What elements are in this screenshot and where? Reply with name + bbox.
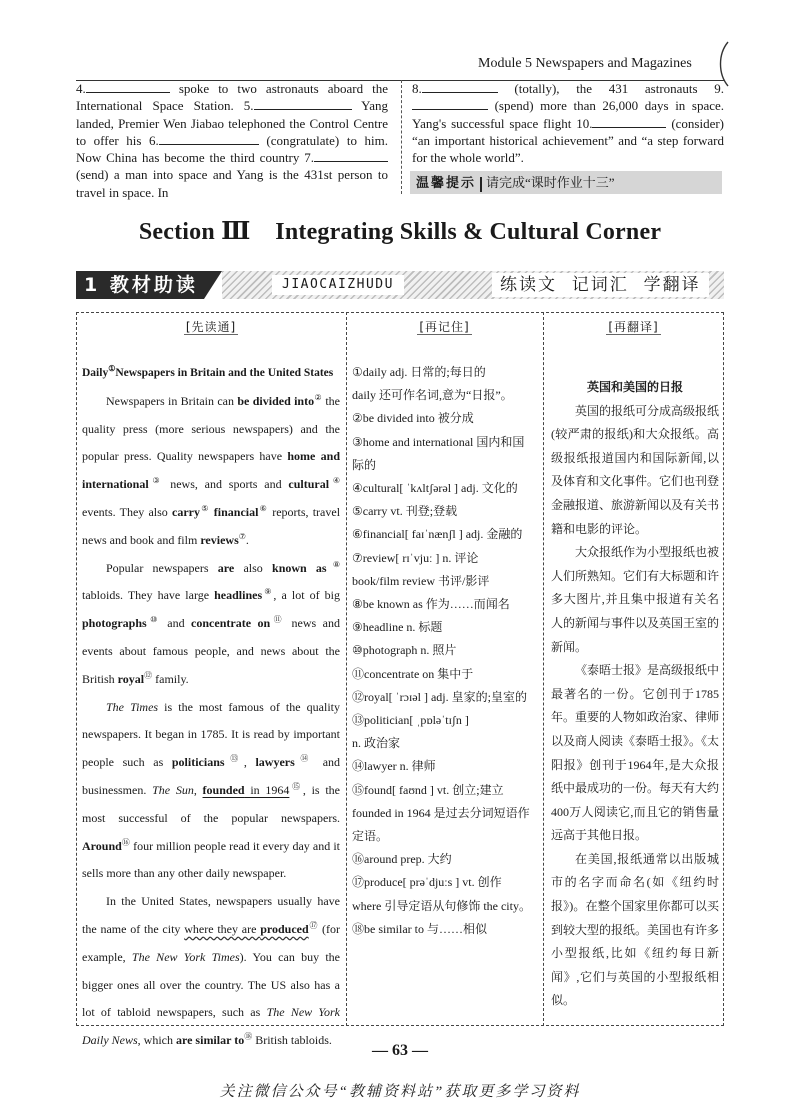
vocab-line: ⑮found[ faʊnd ] vt. 创立;建立 <box>352 782 504 797</box>
exercise-right-text: 8. (totally), the 431 astronauts 9. (spend) more than 26,000 days in space. Yang's successful space flight 10. (consider) “an important historical achievement” and “a step forward for the whole world”. <box>412 81 725 166</box>
answer-blank-10[interactable] <box>592 116 666 128</box>
vocab-line: book/film review 书评/影评 <box>352 573 490 588</box>
banner-label: 1 教材助读 <box>76 271 204 299</box>
vocab-line: ④cultural[ ˈkʌltʃərəl ] adj. 文化的 <box>352 481 518 496</box>
section-title: Section Ⅲ Integrating Skills & Cultural Corner <box>138 219 662 245</box>
module-header: Module 5 Newspapers and Magazines <box>478 56 692 71</box>
vocab-line: 际的 <box>352 457 377 472</box>
column-divider-1 <box>346 312 347 1026</box>
translation-paragraph-2: 大众报纸作为小型报纸也被人们所熟知。它们有大标题和许多大图片,并且集中报道有关名人的新闻与事件以及英国王室的新闻。 <box>551 545 720 654</box>
column-divider-2 <box>543 312 544 1026</box>
answer-blank-4[interactable] <box>86 81 170 93</box>
vocab-line: ⑨headline n. 标题 <box>352 620 443 635</box>
banner-pinyin: JIAOCAIZHUDU <box>272 275 404 295</box>
page-number: — 63 — <box>372 1042 428 1059</box>
vocab-line: 定语。 <box>352 829 389 844</box>
vocab-line: ⑧be known as 作为……而闻名 <box>352 597 510 612</box>
vocab-line: ⑫royal[ ˈrɔɪəl ] adj. 皇家的;皇室的 <box>352 689 527 704</box>
vocab-line: ⑥financial[ faɪˈnænʃl ] adj. 金融的 <box>352 527 523 542</box>
vocab-line: daily 还可作名词,意为“日报”。 <box>352 388 513 403</box>
passage-paragraph-2: Popular newspapers are also known as⑧ tabloids. They have large headlines⑨, a lot of big photographs⑩ and concentrate on⑪ news and events about famous people, and news about the British royal⑫ family. <box>82 559 341 686</box>
vocab-line: ②be divided into 被分成 <box>352 411 474 426</box>
translation-column <box>551 376 719 1013</box>
vocab-line: ⑯around prep. 大约 <box>352 852 452 867</box>
vocab-line: ⑤carry vt. 刊登;登载 <box>352 504 458 519</box>
translation-title: 英国和美国的日报 <box>586 380 683 394</box>
vocab-line: ⑱be similar to 与……相似 <box>352 921 487 936</box>
vocab-line: ⑬politician[ ˌpɒləˈtɪʃn ] <box>352 713 469 728</box>
vocab-line: ③home and international 国内和国 <box>352 434 525 449</box>
vocab-line: founded in 1964 是过去分词短语作 <box>352 805 530 820</box>
vocab-line: ⑪concentrate on 集中于 <box>352 666 474 681</box>
reminder-tip <box>410 171 722 194</box>
vocab-line: n. 政治家 <box>352 736 401 751</box>
vocab-line: where 引导定语从句修饰 the city。 <box>352 898 531 913</box>
tip-label: 温馨提示 <box>416 176 477 191</box>
passage-paragraph-1: Newspapers in Britain can be divided into② the quality press (more serious newspapers) and the popular press. Quality newspapers have home and international③ news, and sports and cultural④ events. They also carry⑤ financial⑥ reports, travel news and book and film reviews⑦. <box>82 392 341 547</box>
vocab-line: ⑩photograph n. 照片 <box>352 643 457 658</box>
answer-blank-8[interactable] <box>422 81 498 93</box>
translation-paragraph-1: 英国的报纸可分成高级报纸(较严肃的报纸)和大众报纸。高级报纸报道国内和国际新闻,以及体育和文化事件。它们也刊登金融报道、旅游新闻以及有关书籍和电影的评论。 <box>551 403 720 536</box>
footer-note: 关注微信公众号“教辅资料站”获取更多学习资料 <box>219 1084 581 1100</box>
answer-blank-9[interactable] <box>412 98 488 110</box>
vocab-line: ⑰produce[ prəˈdjuːs ] vt. 创作 <box>352 875 502 890</box>
exercise-divider <box>401 80 402 194</box>
passage-paragraph-4: In the United States, newspapers usually have the name of the city where they are produced⑰ (for example, The New York Times). You can buy the bigger ones all over the country. The US also has a lot of tabloid newspapers, such as The New York Daily News, which are similar to⑱ British tabloids. <box>82 894 341 1048</box>
banner-tagline: 练读文 记词汇 学翻译 <box>492 273 709 297</box>
translation-paragraph-3: 《泰晤士报》是高级报纸中最著名的一份。它创刊于1785年。重要的人物如政治家、律师以及商人阅读《泰晤士报》。《太阳报》创刊于1964年,是大众报纸中最成功的一份。每天有大约400万人阅读它,而且它的销售量远高于其他日报。 <box>551 663 720 843</box>
vocab-line: ⑭lawyer n. 律师 <box>352 759 436 774</box>
section-banner <box>76 271 724 299</box>
tip-text: 请完成“课时作业十三” <box>486 175 615 190</box>
answer-blank-6[interactable] <box>159 133 259 145</box>
column-head-translate: [再翻译] <box>608 320 659 334</box>
exercise-left-text: 4. spoke to two astronauts aboard the International Space Station. 5. Yang landed, Premier Wen Jiabao telephoned the Control Centre to offer his 6. (congratulate) to him. Now China has become the third country 7. (send) a man into space and Yang is the 431st person to travel in space. In <box>76 81 389 200</box>
tip-divider <box>480 177 482 192</box>
answer-blank-7[interactable] <box>314 150 388 162</box>
vocab-list <box>352 361 538 941</box>
answer-blank-5[interactable] <box>254 98 352 110</box>
vocab-line: ①daily adj. 日常的;每日的 <box>352 365 486 379</box>
column-head-read: [先读通] <box>185 320 237 334</box>
passage-title: Daily①Newspapers in Britain and the United States <box>82 364 334 379</box>
translation-paragraph-4: 在美国,报纸通常以出版城市的名字而命名(如《纽约时报》)。在整个国家里你都可以买到较大型的报纸。美国也有许多小型报纸,比如《纽约每日新闻》,它们与英国的小型报纸相似。 <box>551 851 720 1008</box>
reading-passage <box>82 360 340 1055</box>
passage-paragraph-3: The Times is the most famous of the quality newspapers. It began in 1785. It is read by important people such as politicians⑬, lawyers⑭ and businessmen. The Sun, founded in 1964⑮, is the most successful of the popular newspapers. Around⑯ four million people read it every day and it sells more than any other daily newspaper. <box>82 699 341 881</box>
column-head-vocab: [再记住] <box>419 320 470 334</box>
vocab-line: ⑦review[ rɪˈvjuː ] n. 评论 <box>352 550 479 565</box>
banner-arrow-shape <box>204 271 222 299</box>
